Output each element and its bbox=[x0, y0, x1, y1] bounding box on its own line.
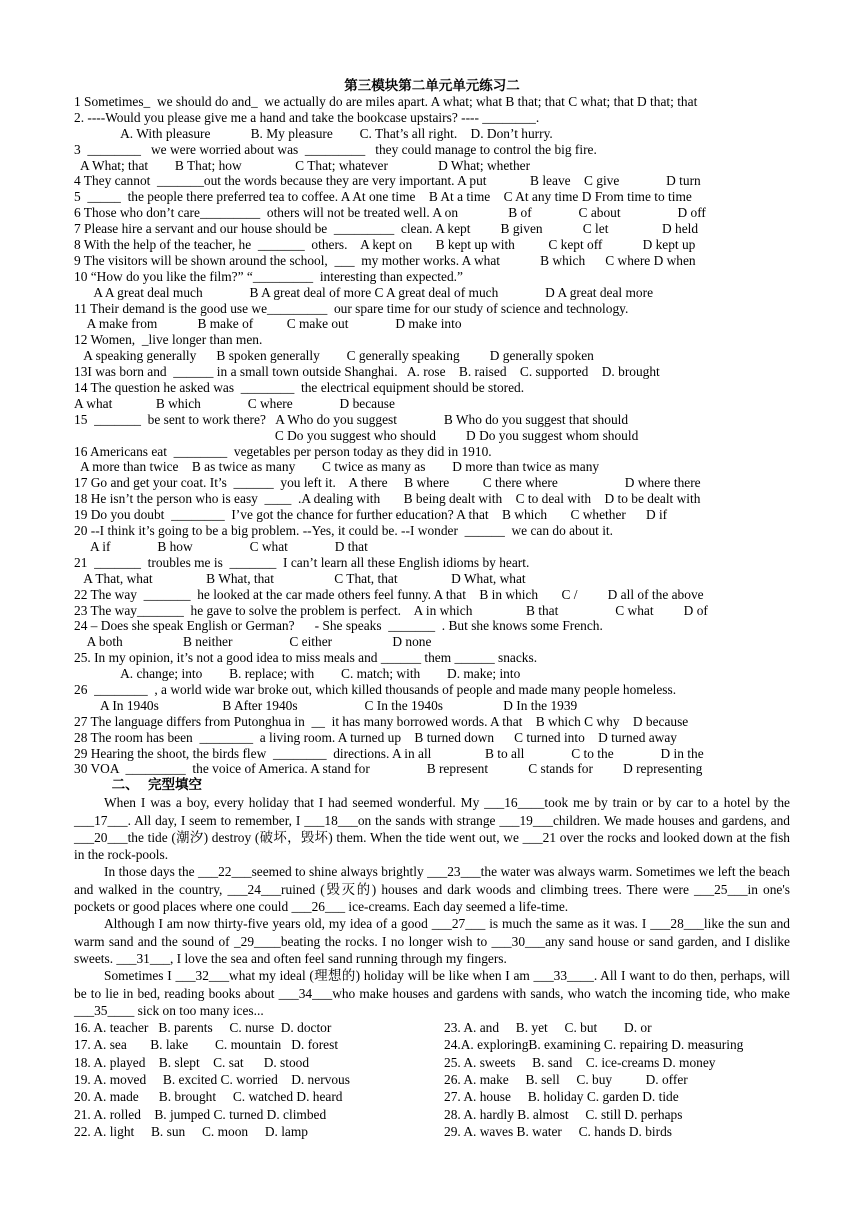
option-line: 26. A. make B. sell C. buy D. offer bbox=[444, 1072, 688, 1088]
question-line: A. With pleasure B. My pleasure C. That’s all right. D. Don’t hurry. bbox=[74, 125, 553, 141]
question-line: 20 --I think it’s going to be a big problem. --Yes, it could be. --I wonder ______ we can do about it. bbox=[74, 523, 614, 539]
question-line: 24 – Does she speak English or German? - She speaks _______ . But she knows some French. bbox=[74, 618, 603, 634]
question-line: A both B neither C either D none bbox=[74, 634, 432, 650]
option-line: 28. A. hardly B. almost C. still D. perhaps bbox=[444, 1106, 683, 1122]
option-line: 22. A. light B. sun C. moon D. lamp bbox=[74, 1123, 308, 1139]
cloze-paragraph: Although I am now thirty-five years old, my idea of a good ___27___ is much the same as it was. I ___28___like the sun and warm sand and the sound of _29____beating the rocks. I no longer wish to ___30___any sand house or sand garden, and I dislike sweets. ___31___, I love the sea and often feel sand running through my fingers. bbox=[74, 916, 790, 966]
question-line: 22 The way _______ he looked at the car made others feel funny. A that B in which C / D all of the above bbox=[74, 586, 704, 602]
question-line: A In 1940s B After 1940s C In the 1940s D In the 1939 bbox=[74, 697, 578, 713]
question-line: 1 Sometimes_ we should do and_ we actually do are miles apart. A what; what B that; that C what; that D that; that bbox=[74, 94, 698, 109]
question-line: 11 Their demand is the good use we_________ our spare time for our study of science and technology. bbox=[74, 300, 629, 316]
question-line: A speaking generally B spoken generally C generally speaking D generally spoken bbox=[74, 348, 594, 364]
cloze-options-right bbox=[444, 1019, 790, 1140]
option-line: 17. A. sea B. lake C. mountain D. forest bbox=[74, 1037, 339, 1053]
question-line: A what B which C where D because bbox=[74, 395, 395, 411]
question-line: A What; that B That; how C That; whatever D What; whether bbox=[74, 157, 531, 173]
cloze-paragraph: In those days the ___22___seemed to shine always brightly ___23___the water was always warm. Sometimes we left the beach and walked in the country, ___24___ruined (毁灭的) houses and dark woods and climbing trees. There were ___25___in one's pockets or good places where one could ___26___ ice-creams. Each day seemed a life-time. bbox=[74, 864, 790, 915]
option-line: 27. A. house B. holiday C. garden D. tide bbox=[444, 1089, 679, 1105]
question-line: 9 The visitors will be shown around the school, ___ my mother works. A what B which C where D when bbox=[74, 252, 696, 268]
question-line: 21 _______ troubles me is _______ I can’t learn all these English idioms by heart. bbox=[74, 554, 530, 570]
question-line: 23 The way_______ he gave to solve the problem is perfect. A in which B that C what D of bbox=[74, 602, 708, 618]
option-line: 29. A. waves B. water C. hands D. birds bbox=[444, 1123, 672, 1139]
cloze-options-left bbox=[74, 1019, 444, 1140]
question-line: 10 “How do you like the film?” “_________ interesting than expected.” bbox=[74, 268, 463, 284]
question-line: 14 The question he asked was ________ the electrical equipment should be stored. bbox=[74, 380, 525, 396]
question-line: 5 _____ the people there preferred tea to coffee. A At one time B At a time C At any time D From time to time bbox=[74, 189, 692, 205]
question-line: 16 Americans eat ________ vegetables per person today as they did in 1910. bbox=[74, 443, 492, 459]
question-line: 29 Hearing the shoot, the birds flew ________ directions. A in all B to all C to the D in the bbox=[74, 745, 704, 761]
cloze-passage bbox=[74, 794, 790, 1019]
question-line: A A great deal much B A great deal of more C A great deal of much D A great deal more bbox=[74, 284, 654, 300]
option-line: 25. A. sweets B. sand C. ice-creams D. money bbox=[444, 1054, 716, 1070]
question-line: 27 The language differs from Putonghua in __ it has many borrowed words. A that B which C why D because bbox=[74, 713, 689, 729]
multiple-choice-section bbox=[74, 94, 790, 777]
question-line: A. change; into B. replace; with C. match; with D. make; into bbox=[74, 666, 521, 682]
question-line: 28 The room has been ________ a living room. A turned up B turned down C turned into D turned away bbox=[74, 729, 677, 745]
cloze-options bbox=[74, 1019, 790, 1140]
question-line: 4 They cannot _______out the words because they are very important. A put B leave C give D turn bbox=[74, 173, 701, 189]
option-line: 20. A. made B. brought C. watched D. heard bbox=[74, 1089, 343, 1105]
question-line: 25. In my opinion, it’s not a good idea to miss meals and ______ them ______ snacks. bbox=[74, 650, 538, 666]
question-line: 18 He isn’t the person who is easy ____ .A dealing with B being dealt with C to deal with D to be dealt with bbox=[74, 491, 701, 507]
question-line: 3 ________ we were worried about was _________ they could manage to control the big fire. bbox=[74, 141, 597, 157]
option-line: 24.A. exploringB. examining C. repairing D. measuring bbox=[444, 1037, 744, 1053]
option-line: 23. A. and B. yet C. but D. or bbox=[444, 1020, 652, 1036]
question-line: 8 With the help of the teacher, he _______ others. A kept on B kept up with C kept off D kept up bbox=[74, 237, 696, 253]
question-line: 12 Women, _live longer than men. bbox=[74, 332, 263, 348]
question-line: 30 VOA _________ the voice of America. A stand for B represent C stands for D representing bbox=[74, 761, 703, 777]
question-line: 26 ________ , a world wide war broke out, which killed thousands of people and made many people homeless. bbox=[74, 681, 677, 697]
question-line: C Do you suggest who should D Do you suggest whom should bbox=[74, 427, 639, 443]
question-line: 19 Do you doubt ________ I’ve got the chance for further education? A that B which C whether D if bbox=[74, 507, 668, 523]
question-line: A if B how C what D that bbox=[74, 538, 368, 554]
question-line: 13I was born and ______ in a small town outside Shanghai. A. rose B. raised C. supported D. brought bbox=[74, 364, 660, 380]
question-line: 7 Please hire a servant and our house should be _________ clean. A kept B given C let D held bbox=[74, 221, 699, 237]
option-line: 21. A. rolled B. jumped C. turned D. climbed bbox=[74, 1106, 327, 1122]
question-line: 15 _______ be sent to work there? A Who do you suggest B Who do you suggest that should bbox=[74, 411, 629, 427]
question-line: A more than twice B as twice as many C twice as many as D more than twice as many bbox=[74, 459, 600, 475]
worksheet-page bbox=[74, 78, 790, 1140]
option-line: 19. A. moved B. excited C. worried D. nervous bbox=[74, 1072, 350, 1088]
question-line: 2. ----Would you please give me a hand and take the bookcase upstairs? ---- ________. bbox=[74, 109, 540, 125]
cloze-paragraph: Sometimes I ___32___what my ideal (理想的) holiday will be like when I am ___33____. All I want to do then, perhaps, will be to lie in bed, reading books about ___34___who make houses and gardens with sands, who watch the incoming tide, who make ___35____ sick on too many ices... bbox=[74, 968, 790, 1018]
question-line: 17 Go and get your coat. It’s ______ you left it. A there B where C there where D where there bbox=[74, 475, 701, 491]
question-line: 6 Those who don’t care_________ others will not be treated well. A on B of C about D off bbox=[74, 205, 706, 221]
worksheet-title: 第三模块第二单元单元练习二 bbox=[344, 78, 520, 94]
option-line: 18. A. played B. slept C. sat D. stood bbox=[74, 1054, 310, 1070]
cloze-section-heading: 二、 完型填空 bbox=[74, 777, 202, 794]
question-line: A make from B make of C make out D make into bbox=[74, 316, 462, 332]
option-line: 16. A. teacher B. parents C. nurse D. doctor bbox=[74, 1020, 332, 1036]
cloze-paragraph: When I was a boy, every holiday that I had seemed wonderful. My ___16____took me by train or by car to a hotel by the ___17___. All day, I seem to remember, I ___18___on the sands with strange ___19___children. We made houses and gardens, and ___20___the tide (潮汐) destroy (破坏，毁坏) them. When the tide went out, we ___21 over the rocks and looked down at the fish in the rock-pools. bbox=[74, 795, 790, 863]
question-line: A That, what B What, that C That, that D What, what bbox=[74, 570, 526, 586]
